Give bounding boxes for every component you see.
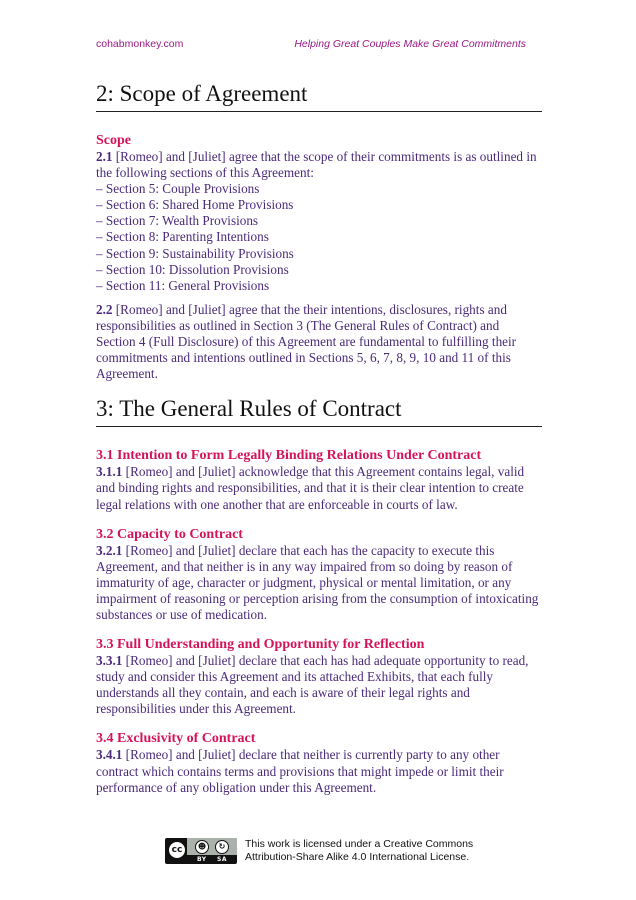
section-2-title: 2: Scope of Agreement <box>96 80 542 112</box>
list-item: – Section 5: Couple Provisions <box>96 181 260 197</box>
scope-heading: Scope <box>96 133 131 148</box>
cc-by-sa-badge-icon[interactable] <box>165 838 237 864</box>
clause-number: 3.3.1 <box>96 653 123 669</box>
clause-number: 3.2.1 <box>96 542 123 558</box>
site-name: cohabmonkey.com <box>96 38 184 50</box>
list-item: – Section 8: Parenting Intentions <box>96 229 269 245</box>
paragraph-3-2-1: 3.2.1 [Romeo] and [Juliet] declare that each has the capacity to execute this Agreement, and that neither is in any way impaired from so doing by reason of immaturity of age, character or judgment, physical or mental limitation, or any impairment of reasoning or perception arising from the consumption of intoxicating substances or use of medication. <box>96 542 539 622</box>
clause-number: 2.2 <box>96 301 113 317</box>
section-list <box>96 181 542 294</box>
list-item: – Section 6: Shared Home Provisions <box>96 197 294 213</box>
document-body <box>96 80 542 796</box>
list-item: – Section 10: Dissolution Provisions <box>96 261 289 277</box>
paragraph-2-1: 2.1 [Romeo] and [Juliet] agree that the scope of their commitments is as outlined in the following sections of this Agreement: <box>96 149 537 181</box>
heading-3-4: 3.4 Exclusivity of Contract <box>96 731 256 747</box>
section-3-title: 3: The General Rules of Contract <box>96 395 542 427</box>
heading-3-2: 3.2 Capacity to Contract <box>96 526 243 542</box>
paragraph-3-1-1: 3.1.1 [Romeo] and [Juliet] acknowledge that this Agreement contains legal, valid and binding rights and responsibilities, and that it is their clear intention to create legal relations with one another that are enforceable in courts of law. <box>96 464 525 512</box>
license-line-1: This work is licensed under a Creative Commons <box>245 838 474 850</box>
paragraph-2-2: 2.2 [Romeo] and [Juliet] agree that the their intentions, disclosures, rights and responsibilities as outlined in Section 3 (The General Rules of Contract) and Section 4 (Full Disclosure) of this Agreement are fundamental to fulfilling their commitments and intentions outlined in Sections 5, 6, 7, 8, 9, 10 and 11 of this Agreement. <box>96 301 517 382</box>
license-line-2: Attribution-Share Alike 4.0 International License. <box>245 851 470 863</box>
cc-icon: cc <box>167 840 187 860</box>
by-label: BY <box>197 856 207 863</box>
attribution-person-icon: ☻ <box>195 840 209 854</box>
sa-label: SA <box>217 856 227 863</box>
share-alike-icon: ↻ <box>215 840 229 854</box>
license-text <box>245 838 505 864</box>
heading-3-1: 3.1 Intention to Form Legally Binding Relations Under Contract <box>96 448 482 464</box>
heading-3-3: 3.3 Full Understanding and Opportunity for Reflection <box>96 637 425 653</box>
list-item: – Section 11: General Provisions <box>96 277 270 293</box>
clause-number: 3.4.1 <box>96 747 123 763</box>
paragraph-3-3-1: 3.3.1 [Romeo] and [Juliet] declare that each has had adequate opportunity to read, study and consider this Agreement and its attached Exhibits, that each fully understands all they contain, and each is aware of their legal rights and responsibilities under this Agreement. <box>96 653 529 717</box>
paragraph-3-4-1: 3.4.1 [Romeo] and [Juliet] declare that neither is currently party to any other contract which contains terms and provisions that might impede or limit their performance of any obligation under this Agreement. <box>96 747 504 795</box>
list-item: – Section 9: Sustainability Provisions <box>96 245 294 261</box>
list-item: – Section 7: Wealth Provisions <box>96 213 259 229</box>
clause-number: 2.1 <box>96 149 113 164</box>
clause-number: 3.1.1 <box>96 464 123 480</box>
tagline: Helping Great Couples Make Great Commitments <box>294 38 526 50</box>
